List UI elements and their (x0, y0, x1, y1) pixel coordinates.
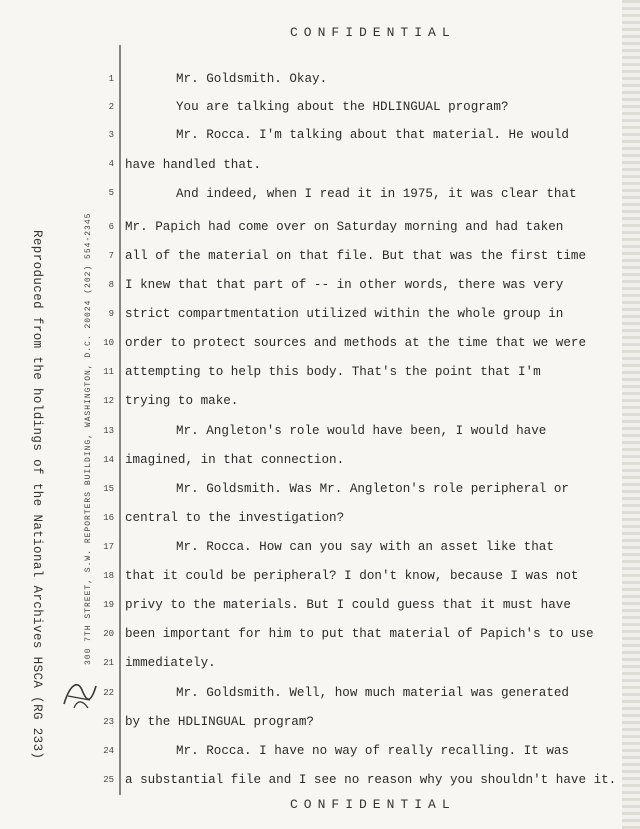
line-number: 5 (108, 188, 114, 198)
transcript-line: privy to the materials. But I could guess that it must have (125, 598, 571, 612)
line-number: 12 (103, 396, 114, 406)
transcript-line: Mr. Papich had come over on Saturday morning and had taken (125, 220, 564, 234)
transcript-line: strict compartmentation utilized within the whole group in (125, 307, 564, 321)
line-number: 17 (103, 542, 114, 552)
line-number: 16 (103, 513, 114, 523)
line-number: 18 (103, 571, 114, 581)
transcript-line: And indeed, when I read it in 1975, it was clear that (176, 187, 577, 201)
line-number: 1 (108, 74, 114, 84)
line-number: 24 (103, 746, 114, 756)
transcript-line: Mr. Rocca. How can you say with an asset like that (176, 540, 554, 554)
line-number: 15 (103, 484, 114, 494)
transcript-line: been important for him to put that material of Papich's to use (125, 627, 594, 641)
line-number: 9 (108, 309, 114, 319)
line-number: 2 (108, 102, 114, 112)
handwritten-initials-stamp (60, 676, 100, 712)
line-number: 7 (108, 251, 114, 261)
line-number: 21 (103, 658, 114, 668)
transcript-line: order to protect sources and methods at the time that we were (125, 336, 587, 350)
line-number: 11 (103, 367, 114, 377)
transcript-line: Mr. Goldsmith. Well, how much material was generated (176, 686, 569, 700)
transcript-line: Mr. Rocca. I have no way of really recalling. It was (176, 744, 569, 758)
line-number: 20 (103, 629, 114, 639)
line-number: 23 (103, 717, 114, 727)
transcript-line: Mr. Rocca. I'm talking about that material. He would (176, 128, 569, 142)
page-footer-confidential: CONFIDENTIAL (290, 797, 456, 812)
left-margin-rule (119, 45, 121, 795)
line-number: 14 (103, 455, 114, 465)
page-header-confidential: CONFIDENTIAL (290, 25, 456, 40)
transcript-line: that it could be peripheral? I don't know, because I was not (125, 569, 579, 583)
line-number: 3 (108, 130, 114, 140)
transcript-line: attempting to help this body. That's the point that I'm (125, 365, 541, 379)
line-number: 6 (108, 222, 114, 232)
archives-credit: Reproduced from the holdings of the National Archives HSCA (RG 233) (30, 230, 44, 760)
transcript-line: I knew that that part of -- in other words, there was very (125, 278, 564, 292)
line-number: 25 (103, 775, 114, 785)
transcript-line: a substantial file and I see no reason why you shouldn't have it. (125, 773, 617, 787)
line-number: 10 (103, 338, 114, 348)
line-number: 8 (108, 280, 114, 290)
transcript-line: Mr. Goldsmith. Okay. (176, 72, 328, 86)
transcript-line: You are talking about the HDLINGUAL program? (176, 100, 509, 114)
transcript-line: immediately. (125, 656, 216, 670)
transcript-line: have handled that. (125, 158, 262, 172)
transcript-line: central to the investigation? (125, 511, 345, 525)
transcript-line: all of the material on that file. But that was the first time (125, 249, 587, 263)
line-number: 4 (108, 159, 114, 169)
line-number: 19 (103, 600, 114, 610)
transcript-line: Mr. Goldsmith. Was Mr. Angleton's role peripheral or (176, 482, 569, 496)
transcript-line: trying to make. (125, 394, 239, 408)
scan-edge-noise (622, 0, 640, 829)
line-number: 13 (103, 426, 114, 436)
transcript-line: by the HDLINGUAL program? (125, 715, 314, 729)
transcript-line: Mr. Angleton's role would have been, I would have (176, 424, 547, 438)
reporter-address: 300 7TH STREET, S.W. REPORTERS BUILDING, WASHINGTON, D.C. 20024 (202) 554-2345 (84, 212, 93, 665)
line-number: 22 (103, 688, 114, 698)
transcript-line: imagined, in that connection. (125, 453, 345, 467)
